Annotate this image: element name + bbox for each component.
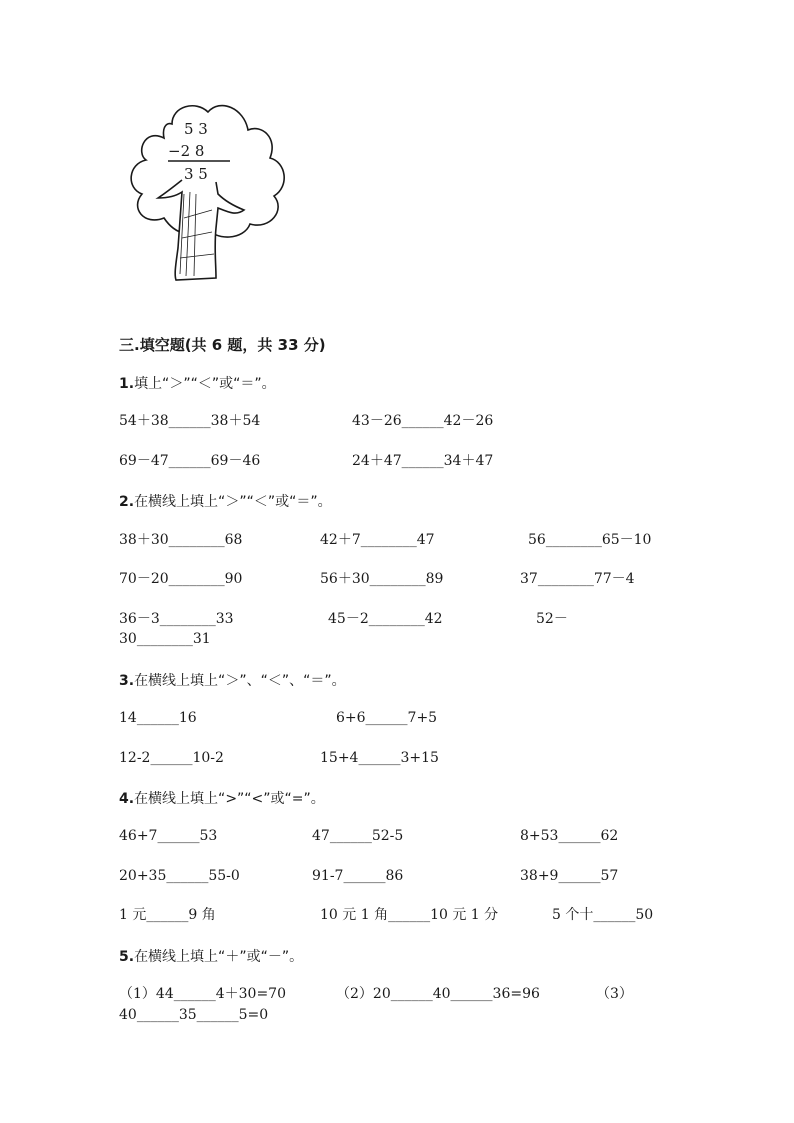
q4-item-1[interactable]: 46+7______53 — [119, 828, 218, 844]
q2-item-8[interactable]: 45－2________42 — [328, 611, 443, 627]
q5-item-2[interactable]: （2）20______40______36=96 — [336, 986, 540, 1002]
question-4-text: 在横线上填上“>”“<”或“=”。 — [134, 791, 325, 807]
q1-item-4[interactable]: 24＋47______34＋47 — [352, 453, 494, 469]
question-2-text: 在横线上填上“＞”“＜”或“＝”。 — [134, 494, 332, 510]
tree-row-3: 3 5 — [184, 165, 208, 183]
q3-item-3[interactable]: 12-2______10-2 — [119, 750, 224, 766]
tree-row-1: 5 3 — [184, 120, 208, 138]
question-5-title — [119, 946, 303, 966]
q5-item-1[interactable]: （1）44______4＋30=70 — [119, 986, 286, 1002]
q4-item-6[interactable]: 38+9______57 — [520, 868, 619, 884]
question-1-number: 1. — [119, 376, 135, 392]
q4-item-8[interactable]: 10 元 1 角______10 元 1 分 — [320, 907, 499, 923]
q4-item-9[interactable]: 5 个十______50 — [552, 907, 654, 923]
q1-item-3[interactable]: 69－47______69－46 — [119, 453, 261, 469]
question-3-number: 3. — [119, 673, 135, 689]
q1-item-1[interactable]: 54＋38______38＋54 — [119, 413, 261, 429]
tree-row-2: −2 8 — [168, 142, 205, 160]
q2-item-3[interactable]: 56________65－10 — [528, 532, 652, 548]
q1-item-2[interactable]: 43－26______42－26 — [352, 413, 494, 429]
question-1-text: 填上“＞”“＜”或“＝”。 — [134, 376, 276, 392]
question-3-title — [119, 670, 346, 690]
tree-illustration — [124, 98, 290, 284]
question-2-title — [119, 491, 332, 511]
q2-item-7[interactable]: 36－3________33 — [119, 611, 234, 627]
q2-item-9-continued[interactable]: 30________31 — [119, 631, 211, 647]
question-3-text: 在横线上填上“＞”、“＜”、“＝”。 — [134, 673, 346, 689]
question-5-number: 5. — [119, 949, 135, 965]
q2-item-6[interactable]: 37________77－4 — [520, 571, 635, 587]
q4-item-5[interactable]: 91-7______86 — [312, 868, 404, 884]
q5-item-3-continued[interactable]: 40______35______5=0 — [119, 1007, 269, 1023]
q5-item-3[interactable]: （3） — [596, 986, 633, 1002]
question-4-number: 4. — [119, 791, 135, 807]
q4-item-7[interactable]: 1 元______9 角 — [119, 907, 216, 923]
q3-item-1[interactable]: 14______16 — [119, 710, 197, 726]
q4-item-4[interactable]: 20+35______55-0 — [119, 868, 240, 884]
question-2-number: 2. — [119, 494, 135, 510]
q3-item-2[interactable]: 6+6______7+5 — [336, 710, 438, 726]
q2-item-1[interactable]: 38＋30________68 — [119, 532, 243, 548]
q2-item-4[interactable]: 70－20________90 — [119, 571, 243, 587]
q2-item-2[interactable]: 42＋7________47 — [320, 532, 435, 548]
q4-item-2[interactable]: 47______52-5 — [312, 828, 404, 844]
q4-item-3[interactable]: 8+53______62 — [520, 828, 619, 844]
question-1-title — [119, 373, 276, 393]
section-title: 三.填空题(共 6 题，共 33 分) — [119, 336, 326, 354]
q2-item-9[interactable]: 52－ — [536, 611, 568, 627]
q3-item-4[interactable]: 15+4______3+15 — [320, 750, 439, 766]
question-5-text: 在横线上填上“＋”或“－”。 — [134, 949, 304, 965]
q2-item-5[interactable]: 56＋30________89 — [320, 571, 444, 587]
question-4-title — [119, 788, 325, 808]
